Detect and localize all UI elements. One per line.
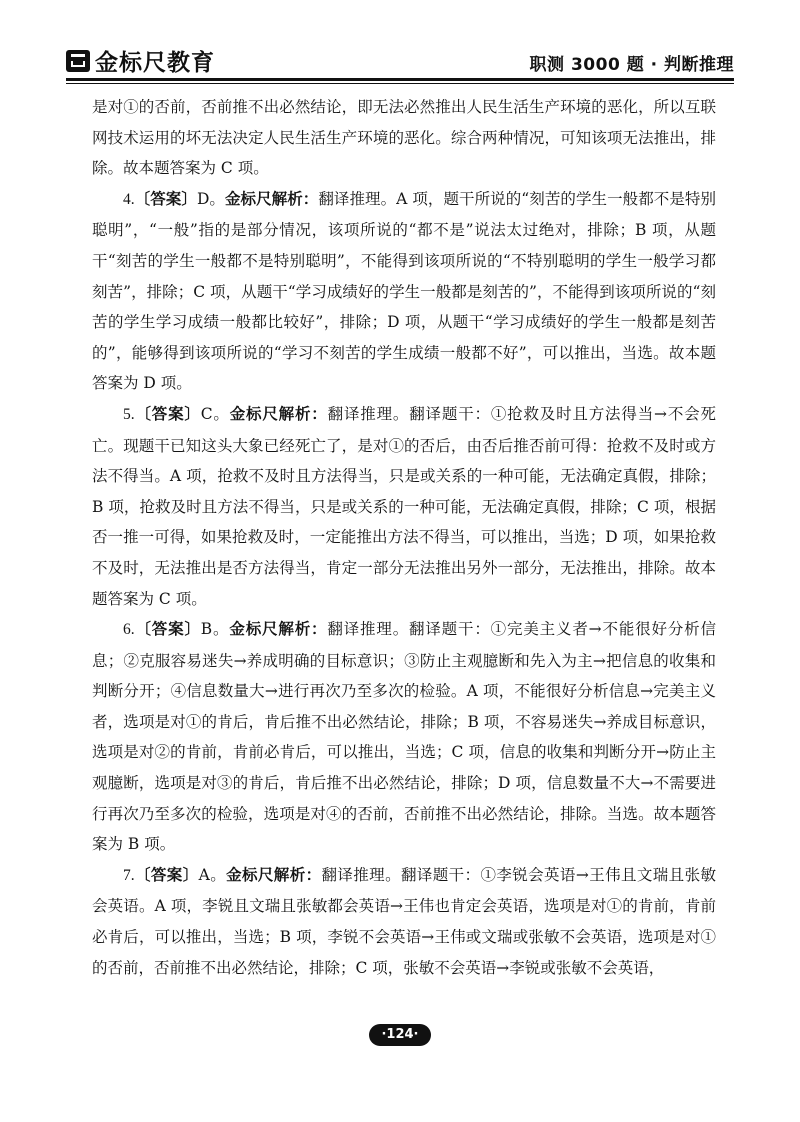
- answer-value: B。: [200, 620, 230, 639]
- page-number: ·124·: [369, 1024, 431, 1046]
- analysis-text: 翻译推理。A 项，题干所说的“刻苦的学生一般都不是特别聪明”，“一般”指的是部分情况，该项所说的“都不是”说法太过绝对，排除；B 项，从题干“刻苦的学生一般都不是特别聪明”，不能得到该项所说的“不特别聪明的学生一般学习都刻苦”，排除；C 项，从题干“学习成绩好的学生一般都是刻苦的”，不能得到该项所说的“刻苦的学生学习成绩一般都比较好”，排除；D 项，从题干“学习成绩好的学生一般都是刻苦的”，能够得到该项所说的“学习不刻苦的学生成绩一般都不好”，可以推出，当选。故本题答案为 D 项。: [92, 189, 716, 393]
- header-divider: [66, 78, 734, 81]
- analysis-label: 金标尺解析：: [229, 620, 328, 639]
- answer-item-5: [92, 399, 716, 614]
- item-number: 4.: [123, 190, 135, 208]
- analysis-text: 翻译推理。翻译题干：①抢救及时且方法得当→不会死亡。现题干已知这头大象已经死亡了，是对①的否后，由否后推否前可得：抢救不及时或方法不得当。A 项，抢救不及时且方法得当，只是或关系的一种可能，无法确定真假，排除；B 项，抢救及时且方法不得当，只是或关系的一种可能，无法确定真假，排除；C 项，根据否一推一可得，如果抢救及时，一定能推出方法不得当，可以推出，当选；D 项，如果抢救不及时，无法推出是否方法得当，肯定一部分无法推出另外一部分，无法推出，排除。故本题答案为 C 项。: [92, 404, 716, 608]
- answer-value: C。: [200, 404, 230, 423]
- item-number: 5.: [123, 405, 135, 423]
- item-number: 6.: [123, 621, 135, 639]
- brand-logo: [66, 44, 215, 77]
- answer-item-6: [92, 614, 716, 860]
- brand-name: 金标尺教育: [95, 50, 215, 76]
- page-body: [92, 92, 716, 983]
- answer-label: 〔答案〕: [134, 404, 201, 423]
- item-number: 7.: [123, 866, 135, 884]
- analysis-label: 金标尺解析：: [229, 404, 328, 423]
- answer-label: 〔答案〕: [134, 865, 199, 884]
- answer-item-4: [92, 184, 716, 399]
- analysis-label: 金标尺解析：: [226, 865, 322, 884]
- analysis-text: 翻译推理。翻译题干：①完美主义者→不能很好分析信息；②克服容易迷失→养成明确的目标意识；③防止主观臆断和先入为主→把信息的收集和判断分开；④信息数量大→进行再次乃至多次的检验。A 项，不能很好分析信息→完美主义者，选项是对①的肯后，肯后推不出必然结论，排除；B 项，不容易迷失→养成目标意识，选项是对②的肯前，肯前必肯后，可以推出，当选；C 项，信息的收集和判断分开→防止主观臆断，选项是对③的肯后，肯后推不出必然结论，排除；D 项，信息数量不大→不需要进行再次乃至多次的检验，选项是对④的否前，否前推不出必然结论，排除。当选。故本题答案为 B 项。: [92, 620, 716, 854]
- analysis-text: 翻译推理。翻译题干：①李锐会英语→王伟且文瑞且张敏会英语。A 项，李锐且文瑞且张敏都会英语→王伟也肯定会英语，选项是对①的肯前，肯前必肯后，可以推出，当选；B 项，李锐不会英语→王伟或文瑞或张敏不会英语，选项是对①的否前，否前推不出必然结论，排除；C 项，张敏不会英语→李锐或张敏不会英语，: [92, 865, 716, 977]
- answer-value: D。: [196, 189, 225, 208]
- answer-item-7: [92, 860, 716, 983]
- header-divider-thin: [66, 83, 734, 84]
- answer-label: 〔答案〕: [134, 189, 197, 208]
- answer-value: A。: [198, 865, 227, 884]
- book-title: 职测 3000 题 · 判断推理: [529, 55, 734, 75]
- brand-logo-icon: [66, 50, 90, 72]
- answer-label: 〔答案〕: [134, 620, 201, 639]
- analysis-label: 金标尺解析：: [225, 189, 319, 208]
- continued-paragraph: 是对①的否前，否前推不出必然结论，即无法必然推出人民生活生产环境的恶化，所以互联网技术运用的坏无法决定人民生活生产环境的恶化。综合两种情况，可知该项无法推出，排除。故本题答案为 C 项。: [92, 98, 716, 178]
- page-header: [66, 36, 734, 80]
